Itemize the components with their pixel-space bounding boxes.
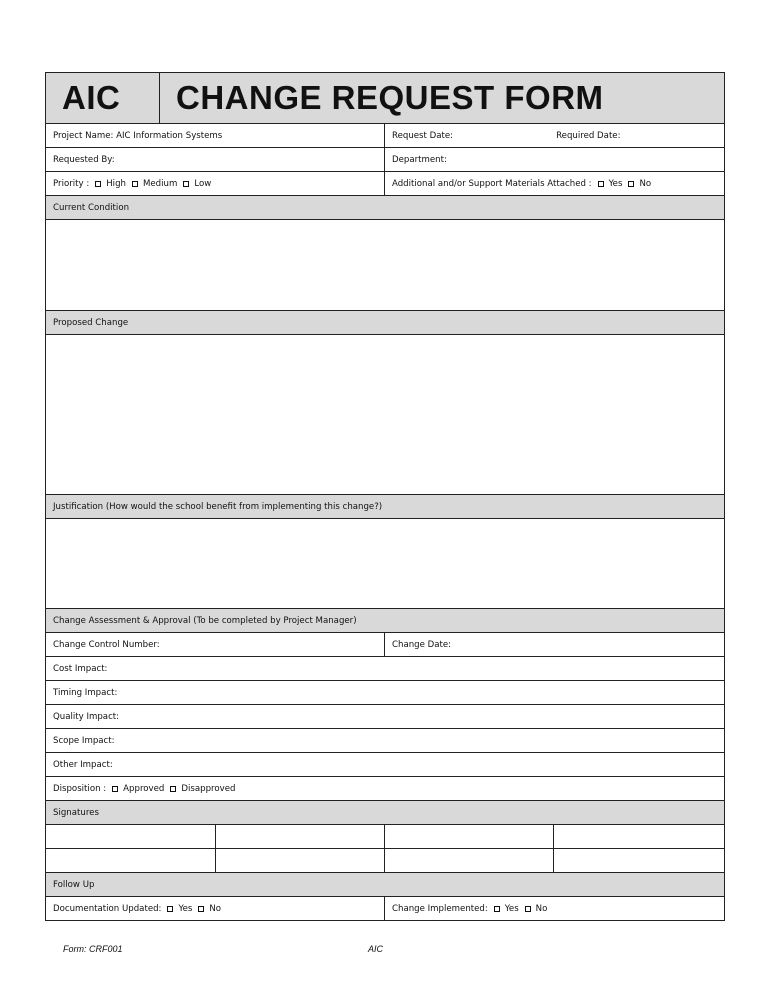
justification-label: Justification (How would the school benefit from implementing this change?) (53, 501, 383, 512)
documentation-no-checkbox[interactable] (198, 906, 204, 912)
follow-up-label: Follow Up (53, 879, 95, 890)
timing-impact-row (45, 681, 725, 705)
signature-cell[interactable] (215, 849, 384, 872)
priority-medium-checkbox[interactable] (132, 181, 138, 187)
change-implemented-field (384, 897, 724, 920)
assessment-label: Change Assessment & Approval (To be completed by Project Manager) (53, 615, 357, 626)
signature-cell[interactable] (384, 849, 553, 872)
priority-field (46, 172, 384, 195)
current-condition-area[interactable] (45, 220, 725, 311)
implemented-no-label: No (535, 903, 548, 914)
signature-row (45, 825, 725, 849)
priority-row (45, 172, 725, 196)
cost-impact-field[interactable]: Cost Impact: (53, 663, 108, 674)
signatures-header (45, 801, 725, 825)
proposed-change-label: Proposed Change (53, 317, 129, 328)
signature-cell[interactable] (384, 825, 553, 848)
signature-cell[interactable] (553, 825, 724, 848)
current-condition-label: Current Condition (53, 202, 130, 213)
justification-area[interactable] (45, 519, 725, 609)
signature-cell[interactable] (46, 825, 215, 848)
priority-high-label: High (106, 178, 126, 189)
materials-no-checkbox[interactable] (628, 181, 634, 187)
disposition-row (45, 777, 725, 801)
project-name-field[interactable]: Project Name: AIC Information Systems (53, 130, 223, 141)
documentation-yes-label: Yes (178, 903, 193, 914)
requested-by-field[interactable]: Requested By: (53, 154, 115, 165)
form-title: CHANGE REQUEST FORM (159, 73, 724, 123)
materials-no-label: No (639, 178, 652, 189)
follow-up-header (45, 873, 725, 897)
disposition-approved-checkbox[interactable] (112, 786, 118, 792)
disposition-label: Disposition : (53, 783, 107, 794)
implemented-yes-label: Yes (504, 903, 519, 914)
documentation-yes-checkbox[interactable] (167, 906, 173, 912)
documentation-no-label: No (209, 903, 222, 914)
current-condition-header (45, 196, 725, 220)
priority-low-label: Low (194, 178, 212, 189)
priority-high-checkbox[interactable] (95, 181, 101, 187)
form-header (45, 72, 725, 124)
cost-impact-row (45, 657, 725, 681)
disposition-field (46, 777, 242, 800)
materials-field (384, 172, 724, 195)
dates-field[interactable] (384, 124, 724, 147)
required-date-label: Required Date: (556, 130, 621, 141)
implemented-yes-checkbox[interactable] (494, 906, 500, 912)
signature-cell[interactable] (215, 825, 384, 848)
change-implemented-label: Change Implemented: (392, 903, 488, 914)
materials-label: Additional and/or Support Materials Attached : (392, 178, 592, 189)
assessment-header (45, 609, 725, 633)
scope-impact-field[interactable]: Scope Impact: (53, 735, 115, 746)
proposed-change-area[interactable] (45, 335, 725, 495)
signature-cell[interactable] (46, 849, 215, 872)
disposition-disapproved-checkbox[interactable] (170, 786, 176, 792)
other-impact-row (45, 753, 725, 777)
follow-up-row (45, 897, 725, 921)
signatures-label: Signatures (53, 807, 99, 818)
disposition-approved-label: Approved (123, 783, 165, 794)
signature-row (45, 849, 725, 873)
change-request-form (45, 72, 725, 921)
other-impact-field[interactable]: Other Impact: (53, 759, 113, 770)
justification-header (45, 495, 725, 519)
documentation-updated-field (46, 897, 384, 920)
priority-medium-label: Medium (142, 178, 178, 189)
project-row (45, 124, 725, 148)
proposed-change-header (45, 311, 725, 335)
materials-yes-label: Yes (608, 178, 623, 189)
signature-cell[interactable] (553, 849, 724, 872)
quality-impact-field[interactable]: Quality Impact: (53, 711, 120, 722)
documentation-updated-label: Documentation Updated: (53, 903, 162, 914)
control-number-row (45, 633, 725, 657)
priority-low-checkbox[interactable] (183, 181, 189, 187)
department-field[interactable]: Department: (384, 148, 724, 171)
priority-label: Priority : (53, 178, 90, 189)
footer-org: AIC (368, 944, 384, 954)
scope-impact-row (45, 729, 725, 753)
materials-yes-checkbox[interactable] (598, 181, 604, 187)
implemented-no-checkbox[interactable] (525, 906, 531, 912)
request-date-label: Request Date: (392, 130, 454, 141)
change-control-number-field[interactable]: Change Control Number: (53, 639, 160, 650)
timing-impact-field[interactable]: Timing Impact: (53, 687, 118, 698)
form-id: Form: CRF001 (63, 944, 123, 954)
change-date-field[interactable]: Change Date: (384, 633, 724, 656)
org-name: AIC (62, 79, 121, 116)
requester-row (45, 148, 725, 172)
disposition-disapproved-label: Disapproved (181, 783, 236, 794)
quality-impact-row (45, 705, 725, 729)
